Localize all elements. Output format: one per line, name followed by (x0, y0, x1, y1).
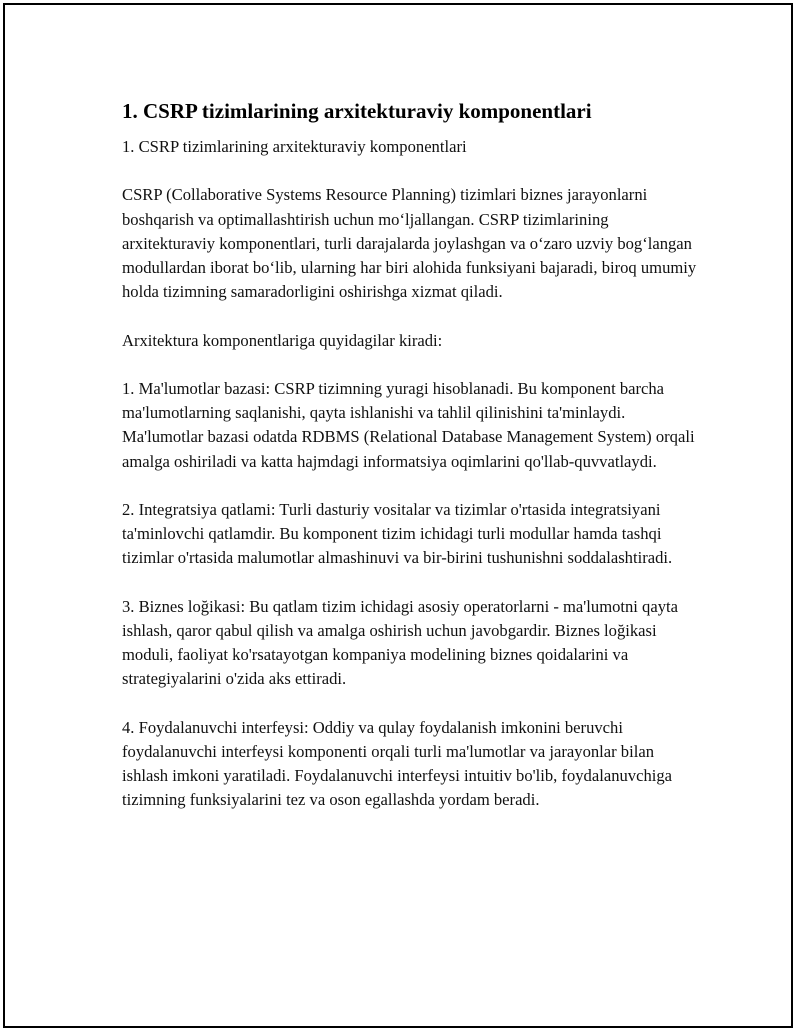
component-integration-paragraph: 2. Integratsiya qatlami: Turli dasturiy vositalar va tizimlar o'rtasida integratsiyani ta'minlovchi qatlamdir. Bu komponent tizim ichidagi turli modullar hamda tashqi tizimlar o'rtasida malumotlar almashinuvi va bir-birini tushunishni soddalashtiradi. (122, 499, 673, 568)
component-database-paragraph: 1. Ma'lumotlar bazasi: CSRP tizimning yuragi hisoblanadi. Bu komponent barcha ma'lumotlarning saqlanishi, qayta ishlanishi va tahlil qilinishini ta'minlaydi. Ma'lumotlar bazasi odatda RDBMS (Relational Database Management System) orqali amalga oshiriladi va katta hajmdagi informatsiya oqimlarini qo'llab-quvvatlaydi. (122, 378, 695, 471)
document-body (122, 97, 702, 837)
component-user-interface-paragraph: 4. Foydalanuvchi interfeysi: Oddiy va qulay foydalanish imkonini beruvchi foydalanuvchi interfeysi komponenti orqali turli ma'lumotlar va jarayonlar bilan ishlash imkoni yaratiladi. Foydalanuvchi interfeysi intuitiv bo'lib, foydalanuvchiga tizimning funksiyalarini tez va oson egallashda yordam beradi. (122, 717, 673, 810)
components-lead-in: Arxitektura komponentlariga quyidagilar kiradi: (122, 330, 443, 350)
component-business-logic-paragraph: 3. Biznes loğikasi: Bu qatlam tizim ichidagi asosiy operatorlarni - ma'lumotni qayta ishlash, qaror qabul qilish va amalga oshirish uchun javobgardir. Biznes loğikasi moduli, faoliyat ko'rsatayotgan kompaniya modelining biznes qoidalarini va strategiyalarini o'zida aks ettiradi. (122, 596, 678, 689)
page-frame (3, 3, 793, 1028)
document-title: 1. CSRP tizimlarining arxitekturaviy komponentlari (122, 99, 592, 123)
intro-paragraph: CSRP (Collaborative Systems Resource Planning) tizimlari biznes jarayonlarni boshqarish va optimallashtirish uchun mo‘ljallangan. CSRP tizimlarining arxitekturaviy komponentlari, turli darajalarda joylashgan va o‘zaro uzviy bog‘langan modullardan iborat bo‘lib, ularning har biri alohida funksiyani bajaradi, biroq umumiy holda tizimning samaradorligini oshirishga xizmat qiladi. (122, 185, 697, 302)
section-subtitle: 1. CSRP tizimlarining arxitekturaviy komponentlari (122, 137, 467, 156)
